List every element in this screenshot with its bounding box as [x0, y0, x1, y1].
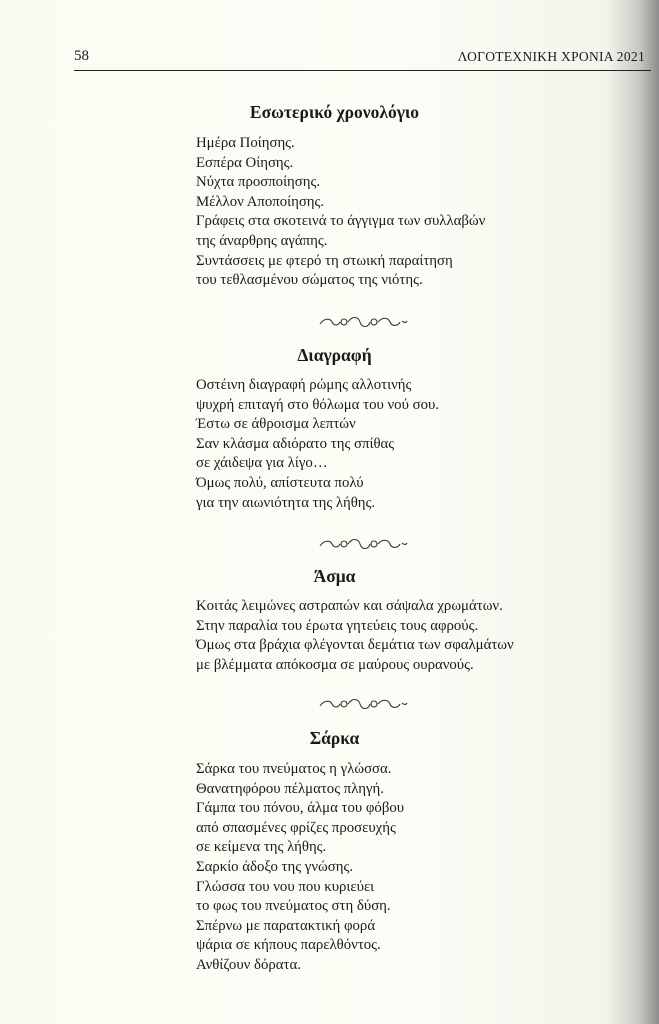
- poem-line: Νύχτα προσποίησης.: [196, 174, 321, 191]
- poem-title: Εσωτερικό χρονολόγιο: [249, 102, 420, 122]
- poem-line: Ημέρα Ποίησης.: [196, 135, 295, 151]
- poem-1-lines: [196, 134, 485, 291]
- poem-line: Γάμπα του πόνου, άλμα του φόβου: [196, 800, 405, 817]
- poem-line: από σπασμένες φρίζες προσευχής: [196, 819, 396, 836]
- poem-line: Γλώσσα του νου που κυριεύει: [196, 878, 375, 895]
- poem-line: το φως του πνεύματος στη δύση.: [196, 898, 391, 915]
- poem-4-lines: [196, 760, 404, 976]
- page-number: 58: [74, 48, 89, 64]
- poem-line: Σαν κλάσμα αδιόρατο της σπίθας: [196, 435, 395, 452]
- poem-line: Σαρκίο άδοξο της γνώσης.: [196, 858, 354, 875]
- poem-line: για την αιωνιότητα της λήθης.: [196, 494, 376, 511]
- poem-line: σε κείμενα της λήθης.: [196, 839, 327, 856]
- poem-line: ψάρια σε κήπους παρελθόντος.: [196, 937, 381, 954]
- ornament-divider-icon: [318, 536, 408, 552]
- poem-line: Όμως πολύ, απίστευτα πολύ: [196, 474, 364, 491]
- poem-line: Μέλλον Αποποίησης.: [196, 193, 325, 210]
- poem-3-lines: [196, 597, 514, 675]
- poem-line: Σπέρνω με παρατακτική φορά: [196, 917, 376, 934]
- ornament-divider-icon: [318, 314, 408, 330]
- poem-line: σε χάιδεψα για λίγο…: [196, 455, 328, 472]
- poem-1: [0, 102, 659, 123]
- poem-line: Σάρκα του πνεύματος η γλώσσα.: [196, 761, 392, 777]
- poem-title: Άσμα: [313, 566, 356, 586]
- poem-line: με βλέμματα απόκοσμα σε μαύρους ουρανούς.: [196, 656, 474, 673]
- poem-title: Σάρκα: [309, 728, 360, 748]
- page-header: [74, 48, 651, 71]
- poem-line: ψυχρή επιταγή στο θόλωμα του νού σου.: [196, 396, 440, 413]
- running-title: ΛΟΓΟΤΕΧΝΙΚΗ ΧΡΟΝΙΑ 2021: [457, 49, 645, 64]
- poem-2: [0, 345, 659, 366]
- poem-4: [0, 728, 659, 749]
- poem-line: Κοιτάς λειμώνες αστραπών και σάψαλα χρωμάτων.: [196, 598, 503, 614]
- poem-line: Συντάσσεις με φτερό τη στωική παραίτηση: [196, 252, 453, 269]
- poem-line: Έστω σε άθροισμα λεπτών: [196, 416, 356, 433]
- ornament-divider-icon: [318, 696, 408, 712]
- poem-2-lines: [196, 376, 439, 513]
- poem-3: [0, 566, 659, 587]
- poem-line: Εσπέρα Οίησης.: [196, 154, 294, 171]
- poem-line: Θανατηφόρου πέλματος πληγή.: [196, 780, 384, 797]
- poem-line: της άναρθρης αγάπης.: [196, 232, 328, 249]
- poem-line: Στην παραλία του έρωτα γητεύεις τους αφρούς.: [196, 617, 479, 634]
- poem-line: Γράφεις στα σκοτεινά το άγγιγμα των συλλαβών: [196, 213, 486, 230]
- poem-title: Διαγραφή: [297, 345, 372, 365]
- poem-line: του τεθλασμένου σώματος της νιότης.: [196, 272, 423, 289]
- poem-line: Οστέινη διαγραφή ρώμης αλλοτινής: [196, 377, 412, 393]
- poem-line: Όμως στα βράχια φλέγονται δεμάτια των σφαλμάτων: [196, 637, 514, 654]
- poem-line: Ανθίζουν δόρατα.: [196, 956, 301, 973]
